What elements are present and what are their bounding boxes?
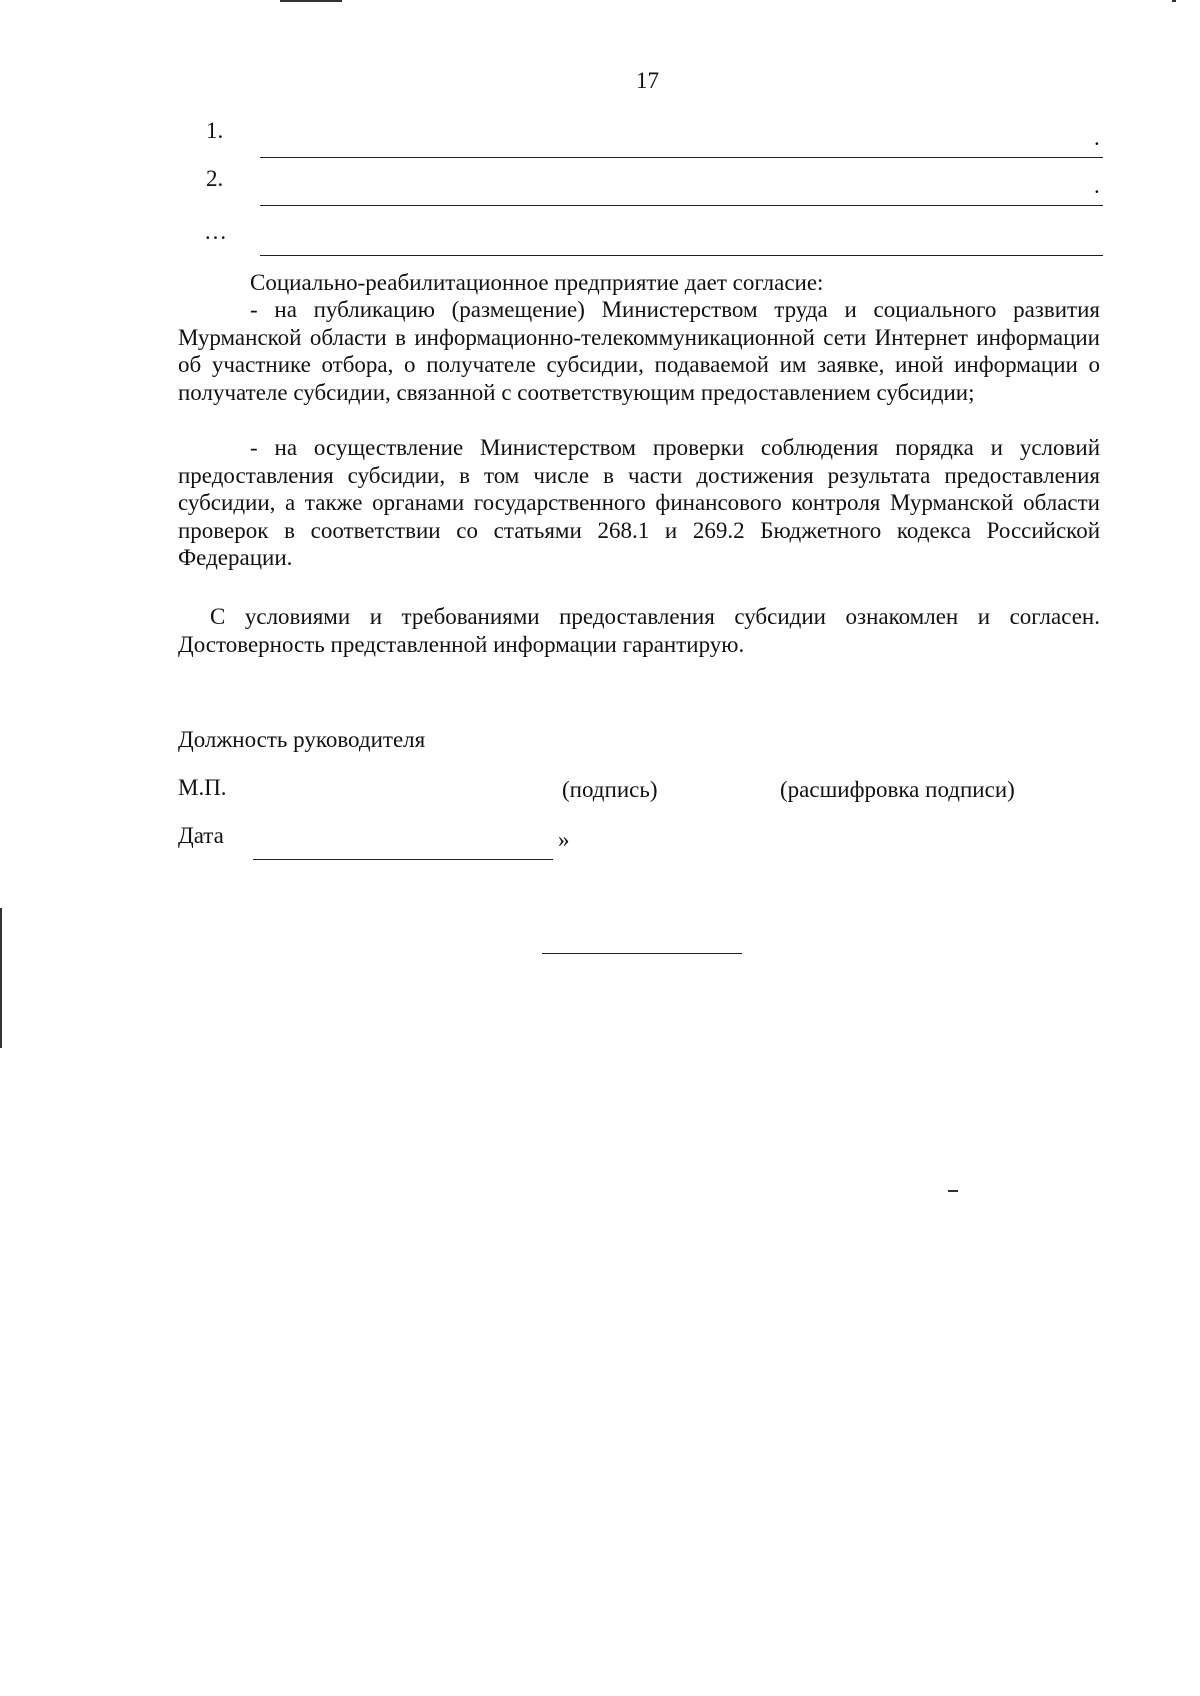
signature-label: (подпись) xyxy=(562,777,658,802)
list-item-end-2: . xyxy=(1094,173,1100,198)
scan-mark-top xyxy=(280,0,342,2)
consent-intro: Социально-реабилитационное предприятие дает согласие: xyxy=(250,270,824,295)
list-item-line-2 xyxy=(260,205,1103,206)
consent-item-publication: - на публикацию (размещение) Министерством труда и социального развития Мурманской области в информационно-телекоммуникационной сети Интернет информации об участнике отбора, о получателе субсидии, подаваемой им заявке, иной информации о получателе субсидии, связанной с соответствующим предоставлением субсидии; xyxy=(178,297,1100,405)
list-item-end-1: . xyxy=(1094,125,1100,150)
position-label: Должность руководителя xyxy=(178,727,426,752)
date-label: Дата xyxy=(178,823,224,848)
signature-decode-label: (расшифровка подписи) xyxy=(780,777,1015,802)
scan-mark-right xyxy=(1172,0,1176,2)
consent-item-inspection: - на осуществление Министерством проверки соблюдения порядка и условий предоставления субсидии, в том числе в части достижения результата предоставления субсидии, а также органами государственного финансового контроля Мурманской области проверок в соответствии со статьями 268.1 и 269.2 Бюджетного кодекса Российской Федерации. xyxy=(178,435,1100,570)
scan-mark-dash xyxy=(948,1190,958,1192)
list-item-line-3 xyxy=(260,255,1103,256)
date-close-quote: » xyxy=(558,827,570,852)
page-number: 17 xyxy=(636,68,659,93)
list-item-number-2: 2. xyxy=(206,166,224,191)
list-item-line-1 xyxy=(260,157,1103,158)
date-line xyxy=(253,859,553,860)
list-item-number-1: 1. xyxy=(206,118,224,143)
list-item-number-3: … xyxy=(204,219,227,244)
end-divider xyxy=(542,953,742,954)
agreement-statement: С условиями и требованиями предоставления субсидии ознакомлен и согласен. Достоверность представленной информации гарантирую. xyxy=(178,604,1100,657)
scan-mark-left xyxy=(0,908,2,1048)
stamp-label: М.П. xyxy=(178,775,227,800)
